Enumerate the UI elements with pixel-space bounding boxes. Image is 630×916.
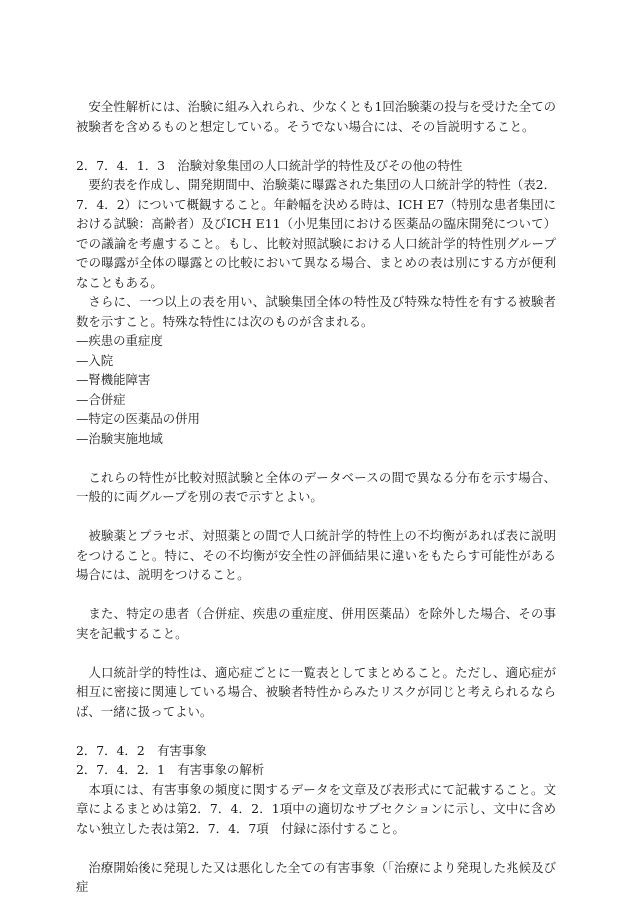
spacer [76, 838, 556, 858]
list-item: —合併症 [76, 391, 126, 407]
spacer [76, 585, 556, 605]
list-item: —特定の医薬品の併用 [76, 411, 200, 426]
paragraph-safety-analysis: 安全性解析には、治験に組み入れられ、少なくとも1回治験薬の投与を受けた全ての被験者を含めるものと想定している。そうでない場合には、その旨説明すること。 [76, 99, 556, 134]
paragraph-treatment-emergent: 治療開始後に発現した又は悪化した全ての有害事象（「治療により発現した兆候及び症 [76, 859, 556, 894]
list-item: —疾患の重症度 [76, 333, 163, 348]
paragraph-summary-table: 要約表を作成し、開発期間中、治験薬に曝露された集団の人口統計学的特性（表2．7．4．2）について概観すること。年齢幅を決める時は、ICH E7（特別な患者集団における試験：高齢者）及びICH E11（小児集団における医薬品の臨床開発について）での議論を考慮すること。もし、比較対照試験における人口統計学的特性別グループでの曝露が全体の曝露との比較において異なる場合、まとめの表は別にする方が便利なこともある。 [76, 177, 556, 290]
paragraph-imbalance: 被験薬とプラセボ、対照薬との間で人口統計学的特性上の不均衡があれば表に説明をつけること。特に、その不均衡が安全性の評価結果に違いをもたらす可能性がある場合には、説明をつけること。 [76, 528, 556, 582]
paragraph-distribution: これらの特性が比較対照試験と全体のデータベースの間で異なる分布を示す場合、一般的に両グループを別の表で示すとよい。 [76, 469, 556, 504]
list-item: —腎機能障害 [76, 372, 151, 387]
document-page [76, 97, 556, 897]
paragraph-special-characteristics: さらに、一つ以上の表を用い、試験集団全体の特性及び特殊な特性を有する被験者数を示すこと。特殊な特性には次のものが含まれる。 [76, 294, 556, 329]
characteristics-list [76, 331, 556, 448]
section-heading-2-7-4-2: 2．7．4．2 有害事象 [76, 742, 207, 758]
spacer [76, 136, 556, 156]
section-heading-2-7-4-1-3: 2．7．4．1．3 治験対象集団の人口統計学的特性及びその他の特性 [76, 157, 463, 173]
spacer [76, 507, 556, 527]
list-item: —入院 [76, 352, 114, 368]
paragraph-adverse-event-frequency: 本項には、有害事象の頻度に関するデータを文章及び表形式にて記載すること。文章によるまとめは第2．7．4．2．1項中の適切なサブセクションに示し、文中に含めない独立した表は第2．7．4．7項 付録に添付すること。 [76, 781, 556, 836]
paragraph-by-indication: 人口統計学的特性は、適応症ごとに一覧表としてまとめること。ただし、適応症が相互に密接に関連している場合、被験者特性からみたリスクが同じと考えられるならば、一緒に扱ってよい。 [76, 664, 556, 719]
list-item: —治験実施地域 [76, 430, 163, 446]
section-heading-2-7-4-2-1: 2．7．4．2．1 有害事象の解析 [76, 762, 265, 777]
paragraph-excluded-patients: また、特定の患者（合併症、疾患の重症度、併用医薬品）を除外した場合、その事実を記載すること。 [76, 606, 556, 641]
spacer [76, 721, 556, 741]
spacer [76, 448, 556, 468]
spacer [76, 643, 556, 663]
